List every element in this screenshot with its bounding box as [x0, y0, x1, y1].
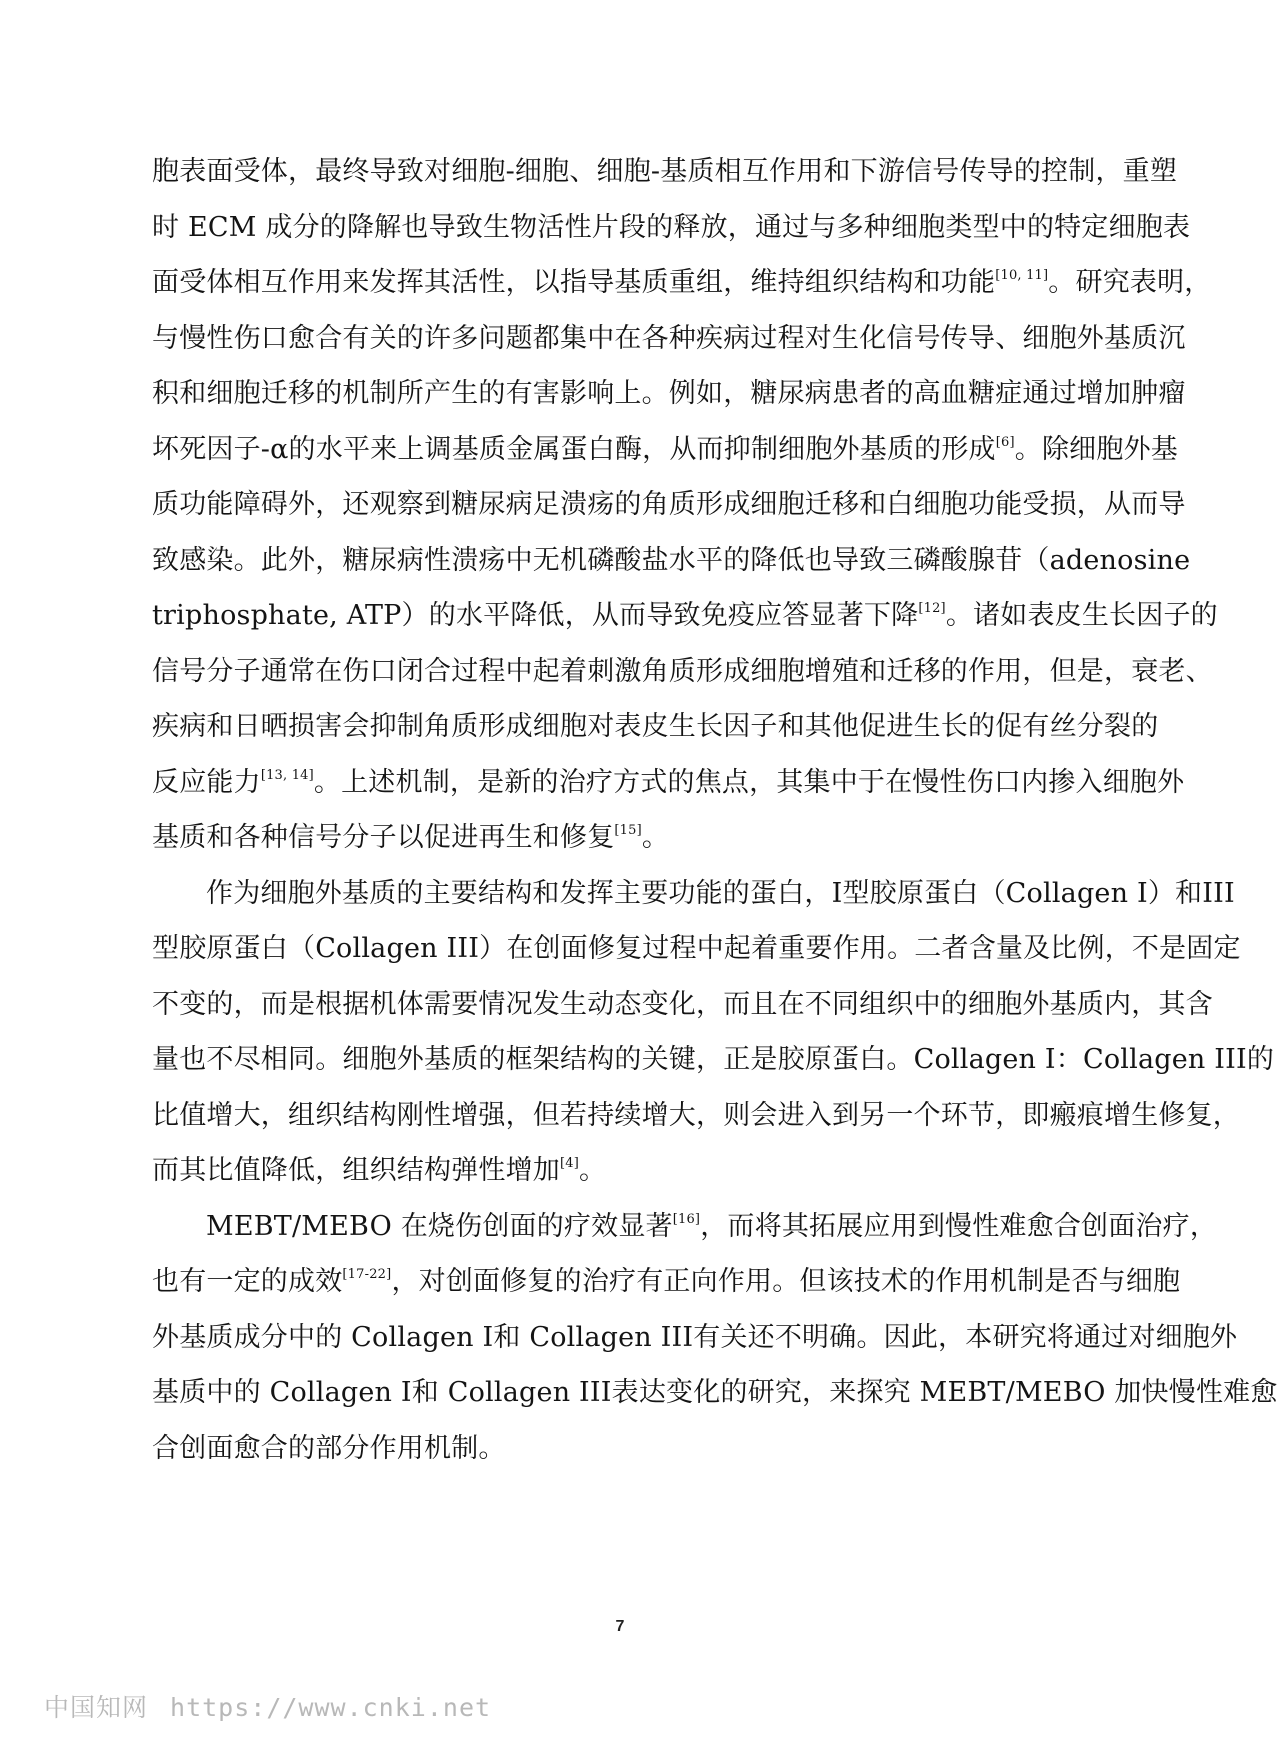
text-line: [152, 1199, 1218, 1255]
text-line: [152, 1310, 1238, 1366]
text-line: [152, 755, 1185, 811]
text-run: 。研究表明，: [1048, 267, 1212, 298]
text-line: [152, 1365, 1278, 1421]
citation-ref: [4]: [560, 1156, 580, 1171]
text-run: 比值增大，组织结构刚性增强，但若持续增大，则会进入到另一个环节，即瘢痕增生修复，: [152, 1099, 1240, 1131]
text-run: 积和细胞迁移的机制所产生的有害影响上。例如，糖尿病患者的高血糖症通过增加肿瘤: [152, 378, 1186, 409]
text-line: [152, 977, 1213, 1033]
text-run: 胞表面受体，最终导致对细胞-细胞、细胞-基质相互作用和下游信号传导的控制，重塑: [152, 156, 1178, 187]
text-line: [152, 366, 1186, 422]
citation-ref: [10, 11]: [995, 268, 1049, 283]
text-line: [152, 699, 1159, 755]
text-line: [152, 477, 1186, 533]
citation-ref: [12]: [918, 601, 946, 616]
text-line: [152, 1254, 1181, 1310]
text-line: [152, 588, 1218, 644]
citation-ref: [13, 14]: [260, 767, 314, 783]
text-line: [152, 422, 1178, 478]
text-run: 作为细胞外基质的主要结构和发挥主要功能的蛋白，I型胶原蛋白（Collagen I）和III: [206, 877, 1235, 909]
page-number: 7: [615, 1618, 625, 1635]
text-line: [152, 533, 1191, 589]
text-run: 而其比值降低，组织结构弹性增加: [152, 1155, 560, 1186]
text-run: 反应能力: [152, 766, 261, 798]
text-run: ，对创面修复的治疗有正向作用。但该技术的作用机制是否与细胞: [391, 1266, 1181, 1297]
text-line: [152, 1143, 1110, 1199]
text-line: [152, 866, 1235, 922]
text-run: 信号分子通常在伤口闭合过程中起着刺激角质形成细胞增殖和迁移的作用，但是，衰老、: [152, 655, 1213, 687]
text-run: 合创面愈合的部分作用机制。: [152, 1432, 506, 1464]
text-run: 质功能障碍外，还观察到糖尿病足溃疡的角质形成细胞迁移和白细胞功能受损，从而导: [152, 489, 1186, 520]
text-run: 。除细胞外基: [1014, 433, 1178, 465]
text-run: 与慢性伤口愈合有关的许多问题都集中在各种疾病过程对生化信号传导、细胞外基质沉: [152, 322, 1186, 354]
text-run: 疾病和日晒损害会抑制角质形成细胞对表皮生长因子和其他促进生长的促有丝分裂的: [152, 711, 1159, 742]
text-run: 也有一定的成效: [152, 1266, 343, 1297]
text-line: [152, 810, 1110, 866]
watermark-url: https://www.cnki.net: [170, 1693, 492, 1722]
text-run: 基质和各种信号分子以促进再生和修复: [152, 822, 615, 853]
text-run: 致感染。此外，糖尿病性溃疡中无机磷酸盐水平的降低也导致三磷酸腺苷（adenosine: [152, 544, 1191, 576]
text-line: [152, 644, 1213, 700]
text-line: [152, 1421, 1110, 1477]
text-run: 型胶原蛋白（Collagen III）在创面修复过程中起着重要作用。二者含量及比例，不是固定: [152, 933, 1241, 964]
text-line: [152, 921, 1241, 977]
text-run: triphosphate, ATP）的水平降低，从而导致免疫应答显著下降: [152, 600, 919, 631]
text-run: ，而将其拓展应用到慢性难愈合创面治疗，: [700, 1210, 1218, 1242]
text-run: 量也不尽相同。细胞外基质的框架结构的关键，正是胶原蛋白。Collagen I：Collagen III的: [152, 1044, 1275, 1075]
paragraph: [152, 144, 1218, 866]
text-line: [152, 200, 1191, 256]
watermark-site-name: 中国知网: [44, 1693, 149, 1722]
text-line: [152, 1088, 1240, 1144]
text-line: [152, 1032, 1275, 1088]
text-run: 基质中的 Collagen I和 Collagen III表达变化的研究，来探究 MEBT/MEBO 加快慢性难愈: [152, 1377, 1278, 1408]
text-run: 面受体相互作用来发挥其活性，以指导基质重组，维持组织结构和功能: [152, 267, 996, 298]
text-line: [152, 311, 1186, 367]
watermark: [44, 1688, 491, 1724]
text-run: MEBT/MEBO 在烧伤创面的疗效显著: [206, 1210, 673, 1242]
citation-ref: [16]: [672, 1211, 701, 1227]
text-run: 。: [579, 1155, 607, 1186]
text-run: 外基质成分中的 Collagen I和 Collagen III有关还不明确。因此，本研究将通过对细胞外: [152, 1321, 1238, 1353]
text-line: [152, 255, 1212, 311]
text-run: 时 ECM 成分的降解也导致生物活性片段的释放，通过与多种细胞类型中的特定细胞表: [152, 211, 1191, 243]
citation-ref: [17-22]: [342, 1267, 392, 1282]
paragraph: [152, 866, 1275, 1199]
citation-ref: [15]: [614, 823, 642, 838]
page-body: [152, 144, 1278, 1476]
text-run: 。: [641, 822, 670, 853]
text-run: 坏死因子-α的水平来上调基质金属蛋白酶，从而抑制细胞外基质的形成: [152, 433, 996, 465]
citation-ref: [6]: [995, 434, 1015, 450]
text-run: 。上述机制，是新的治疗方式的焦点，其集中于在慢性伤口内掺入细胞外: [313, 766, 1185, 798]
text-run: 不变的，而是根据机体需要情况发生动态变化，而且在不同组织中的细胞外基质内，其含: [152, 988, 1213, 1020]
paragraph: [152, 1199, 1278, 1477]
text-line: [152, 144, 1178, 200]
text-run: 。诸如表皮生长因子的: [945, 600, 1218, 631]
